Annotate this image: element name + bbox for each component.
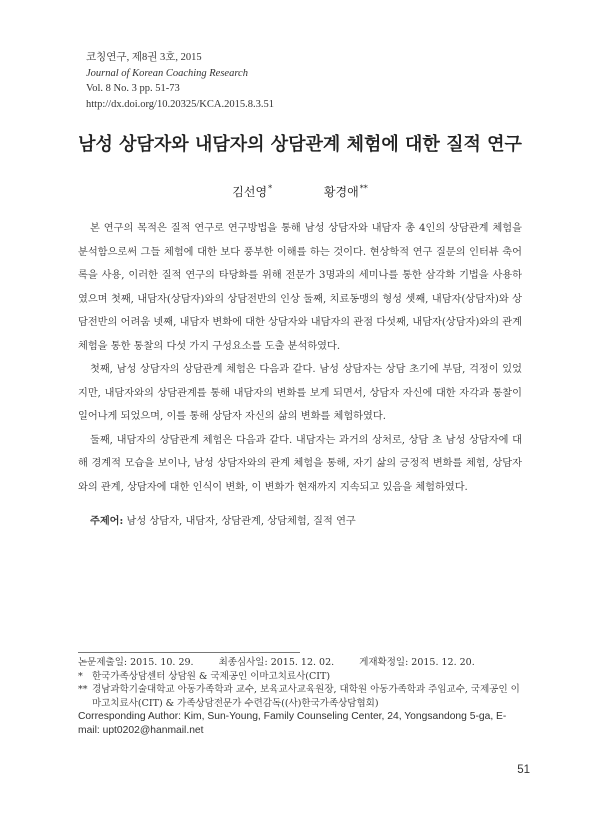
- journal-english: Journal of Korean Coaching Research: [86, 67, 248, 79]
- journal-korean: 코칭연구, 제8권 3호, 2015: [86, 52, 202, 63]
- footnotes: [78, 656, 528, 738]
- keywords-text: 남성 상담자, 내담자, 상담관계, 상담체험, 질적 연구: [126, 516, 356, 527]
- author-1: [232, 183, 272, 200]
- submitted-date: 논문제출일: 2015. 10. 29.: [78, 657, 194, 668]
- author-mark: *: [268, 184, 273, 193]
- author-mark: **: [359, 184, 368, 193]
- footnote-mark: **: [78, 684, 88, 695]
- paper-title: 남성 상담자와 내담자의 상담관계 체험에 대한 질적 연구: [78, 134, 522, 155]
- page-number: 51: [517, 764, 530, 776]
- keywords-label: 주제어:: [90, 515, 124, 527]
- author-2: [324, 183, 368, 200]
- footnote-text: 경남과학기술대학교 아동가족학과 교수, 보육교사교육원장, 대학원 아동가족학과 주임교수, 국제공인 이마고치료사(CIT) & 가족상담전문가 수련감독((사)한국가족상담협회): [92, 684, 520, 709]
- author-name: 김선영: [232, 185, 268, 199]
- footnote-mark: *: [78, 670, 83, 682]
- final-review-date: 최종심사일: 2015. 12. 02.: [218, 657, 335, 668]
- abstract-paragraph: 둘째, 내담자의 상담관계 체험은 다음과 같다. 내담자는 과거의 상처로, 상담 초 남성 상담자에 대해 경계적 모습을 보이나, 남성 상담자와의 관계 체험을 통해, 자기 삶의 긍정적 변화를 체험, 상담자와의 관계, 상담자에 대한 인식이 변화, 이 변화가 현재까지 지속되고 있음을 체험하였다.: [78, 434, 522, 493]
- accepted-date: 게재확정일: 2015. 12. 20.: [359, 657, 475, 668]
- journal-doi: http://dx.doi.org/10.20325/KCA.2015.8.3.51: [86, 98, 274, 110]
- footnote-text: 한국가족상담센터 상담원 & 국제공인 이마고치료사(CIT): [92, 670, 331, 682]
- abstract-paragraph: 본 연구의 목적은 질적 연구로 연구방법을 통해 남성 상담자와 내담자 총 4인의 상담관계 체험을 분석함으로써 그들 체험에 대한 보다 풍부한 이해를 하는 것이다. 현상학적 연구 질문의 인터뷰 축어록을 사용, 이러한 질적 연구의 타당화를 위해 전문가 3명과의 세미나를 통한 삼각화 기법을 사용하였으며 첫째, 내담자(상담자)와의 상담전반의 인상 둘째, 치료동맹의 형성 셋째, 내담자(상담자)와 상담전반의 어려움 넷째, 내담자 변화에 대한 상담자와 내담자의 관점 다섯째, 내담자(상담자)와의 관계체험을 통한 통찰의 다섯 가지 구성요소를 도출 분석하였다.: [78, 223, 522, 352]
- abstract-paragraph: 첫째, 남성 상담자의 상담관계 체험은 다음과 같다. 남성 상담자는 상담 초기에 부담, 걱정이 있었지만, 내담자와의 상담관계를 통해 내담자의 변화를 보게 되면서, 상담자 자신에 대한 자각과 통찰이 일어나게 되었으며, 이를 통해 상담자 자신의 삶의 변화를 체험하였다.: [78, 364, 522, 422]
- corresponding-author: Corresponding Author: Kim, Sun-Young, Family Counseling Center, 24, Yongsandong 5-ga, E-mail: upt0202@hanmail.net: [78, 711, 507, 736]
- author2-affiliation: [78, 683, 528, 710]
- abstract: [78, 217, 522, 499]
- author-name: 황경애: [323, 185, 359, 199]
- submission-dates: [78, 656, 528, 670]
- author1-affiliation: [78, 670, 528, 684]
- keywords: [90, 512, 510, 527]
- footnote-divider: [78, 652, 300, 653]
- journal-volume: Vol. 8 No. 3 pp. 51-73: [86, 83, 180, 94]
- author-list: [0, 183, 600, 200]
- journal-header: [86, 50, 506, 112]
